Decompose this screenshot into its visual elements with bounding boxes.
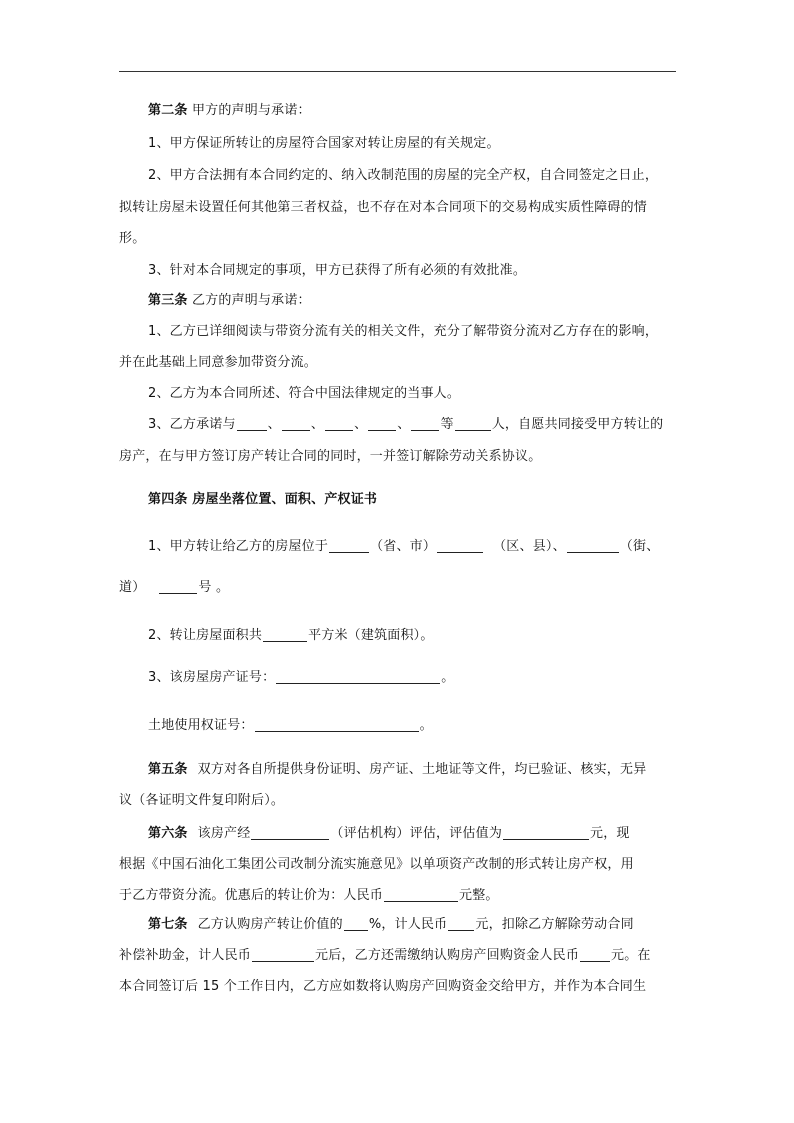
name-blank-4[interactable] xyxy=(368,416,396,431)
amount-blank-2[interactable] xyxy=(252,947,314,962)
separator: 、 xyxy=(354,417,368,432)
article-2-clause-2-line-1: 2、甲方合法拥有本合同约定的、纳入改制范围的房屋的完全产权，自合同签定之日止， xyxy=(148,168,659,183)
article-7-line-1 xyxy=(148,915,679,935)
article-7-line-3: 本合同签订后 15 个工作日内，乙方应如数将认购房产回购资金交给甲方，并作为本合同生 xyxy=(119,979,647,994)
clause-text: 人，自愿共同接受甲方转让的 xyxy=(491,417,664,432)
article-6-line-3 xyxy=(119,886,679,906)
article-6-line-2: 根据《中国石油化工集团公司改制分流实施意见》以单项资产改制的形式转让房产权，用 xyxy=(119,857,634,872)
article-2-clause-3: 3、针对本合同规定的事项，甲方已获得了所有必须的有效批准。 xyxy=(148,263,527,278)
clause-text: 元，现 xyxy=(590,826,630,841)
clause-text: 1、甲方转让给乙方的房屋位于 xyxy=(148,539,329,554)
name-blank-5[interactable] xyxy=(411,416,439,431)
article-5-line-1 xyxy=(148,760,679,780)
article-3-clause-1-line-2: 并在此基础上同意参加带资分流。 xyxy=(119,355,318,370)
article-3-clause-1-line-1: 1、乙方已详细阅读与带资分流有关的相关文件，充分了解带资分流对乙方存在的影响， xyxy=(148,324,659,339)
article-4-land-cert xyxy=(148,716,679,736)
clause-text: 。 xyxy=(441,670,455,685)
district-blank[interactable] xyxy=(437,538,483,553)
street-blank[interactable] xyxy=(567,538,619,553)
article-3-label: 第三条 xyxy=(148,293,188,308)
article-2-title: 甲方的声明与承诺： xyxy=(191,103,311,118)
article-6-label: 第六条 xyxy=(148,826,188,841)
clause-text: 双方对各自所提供身份证明、房产证、土地证等文件，均已验证、核实，无异 xyxy=(197,762,647,777)
article-4-heading: 第四条 房屋坐落位置、面积、产权证书 xyxy=(148,492,378,507)
clause-text: （街、 xyxy=(619,539,660,554)
percent-blank[interactable] xyxy=(344,916,368,931)
article-3-clause-3-line-2: 房产，在与甲方签订房产转让合同的同时，一并签订解除劳动关系协议。 xyxy=(119,449,542,464)
area-blank[interactable] xyxy=(263,627,307,642)
separator: 、 xyxy=(397,417,411,432)
separator: 、 xyxy=(267,417,281,432)
land-cert-blank[interactable] xyxy=(255,717,419,732)
clause-text: 等 xyxy=(440,417,454,432)
clause-text: 元，扣除乙方解除劳动合同 xyxy=(475,917,634,932)
clause-text: （评估机构）评估，评估值为 xyxy=(330,826,503,841)
province-blank[interactable] xyxy=(329,538,369,553)
clause-text: 号 。 xyxy=(198,580,230,595)
clause-text: 该房产经 xyxy=(197,826,251,841)
separator: 、 xyxy=(310,417,325,432)
article-5-label: 第五条 xyxy=(148,762,188,777)
amount-blank-3[interactable] xyxy=(580,947,610,962)
article-4-clause-1-line-1 xyxy=(148,537,679,557)
article-3-clause-3-line-1 xyxy=(148,415,679,435)
clause-text: 3、乙方承诺与 xyxy=(148,417,236,432)
article-5-line-2: 议（各证明文件复印附后）。 xyxy=(119,793,285,808)
article-7-line-2 xyxy=(119,946,679,966)
clause-text: 2、转让房屋面积共 xyxy=(148,628,263,643)
clause-text: 元后，乙方还需缴纳认购房产回购资金人民币 xyxy=(315,948,580,963)
name-blank-3[interactable] xyxy=(325,416,353,431)
clause-text: 平方米（建筑面积）。 xyxy=(308,628,434,643)
clause-text: 于乙方带资分流。优惠后的转让价为：人民币 xyxy=(119,888,384,903)
article-3-clause-2: 2、乙方为本合同所述、符合中国法律规定的当事人。 xyxy=(148,386,461,401)
article-2-clause-2-line-2: 拟转让房屋未设置任何其他第三者权益，也不存在对本合同项下的交易构成实质性障碍的情 xyxy=(119,200,648,215)
clause-text: 3、该房屋房产证号： xyxy=(148,670,276,685)
clause-text: 。 xyxy=(419,718,433,733)
article-2-heading xyxy=(148,101,679,121)
article-3-heading xyxy=(148,291,679,311)
house-number-blank[interactable] xyxy=(159,579,197,594)
clause-text: 补偿补助金，计人民币 xyxy=(119,948,252,963)
price-blank[interactable] xyxy=(384,887,458,902)
article-4-clause-2 xyxy=(148,626,679,646)
article-2-label: 第二条 xyxy=(148,103,188,118)
article-6-line-1 xyxy=(148,824,679,844)
clause-text: （区、县）、 xyxy=(493,539,566,554)
article-2-clause-1: 1、甲方保证所转让的房屋符合国家对转让房屋的有关规定。 xyxy=(148,136,500,151)
article-4-clause-1-line-2 xyxy=(119,578,679,598)
clause-text: 土地使用权证号： xyxy=(148,718,254,733)
property-cert-blank[interactable] xyxy=(276,669,440,684)
clause-text: （省、市） xyxy=(370,539,437,554)
clause-text: %，计人民币 xyxy=(368,917,448,932)
name-blank-2[interactable] xyxy=(282,416,310,431)
article-7-label: 第七条 xyxy=(148,917,188,932)
article-2-clause-2-line-3: 形。 xyxy=(119,231,146,246)
article-4-clause-3 xyxy=(148,668,679,688)
clause-text: 乙方认购房产转让价值的 xyxy=(197,917,343,932)
header-rule xyxy=(119,71,676,72)
clause-text: 元。在 xyxy=(611,948,651,963)
name-blank-1[interactable] xyxy=(237,416,267,431)
appraiser-blank[interactable] xyxy=(251,825,329,840)
person-count-blank[interactable] xyxy=(455,416,491,431)
article-3-title: 乙方的声明与承诺： xyxy=(191,293,311,308)
clause-text: 道） xyxy=(119,580,146,595)
amount-blank-1[interactable] xyxy=(448,916,474,931)
appraised-value-blank[interactable] xyxy=(503,825,589,840)
clause-text: 元整。 xyxy=(459,888,499,903)
